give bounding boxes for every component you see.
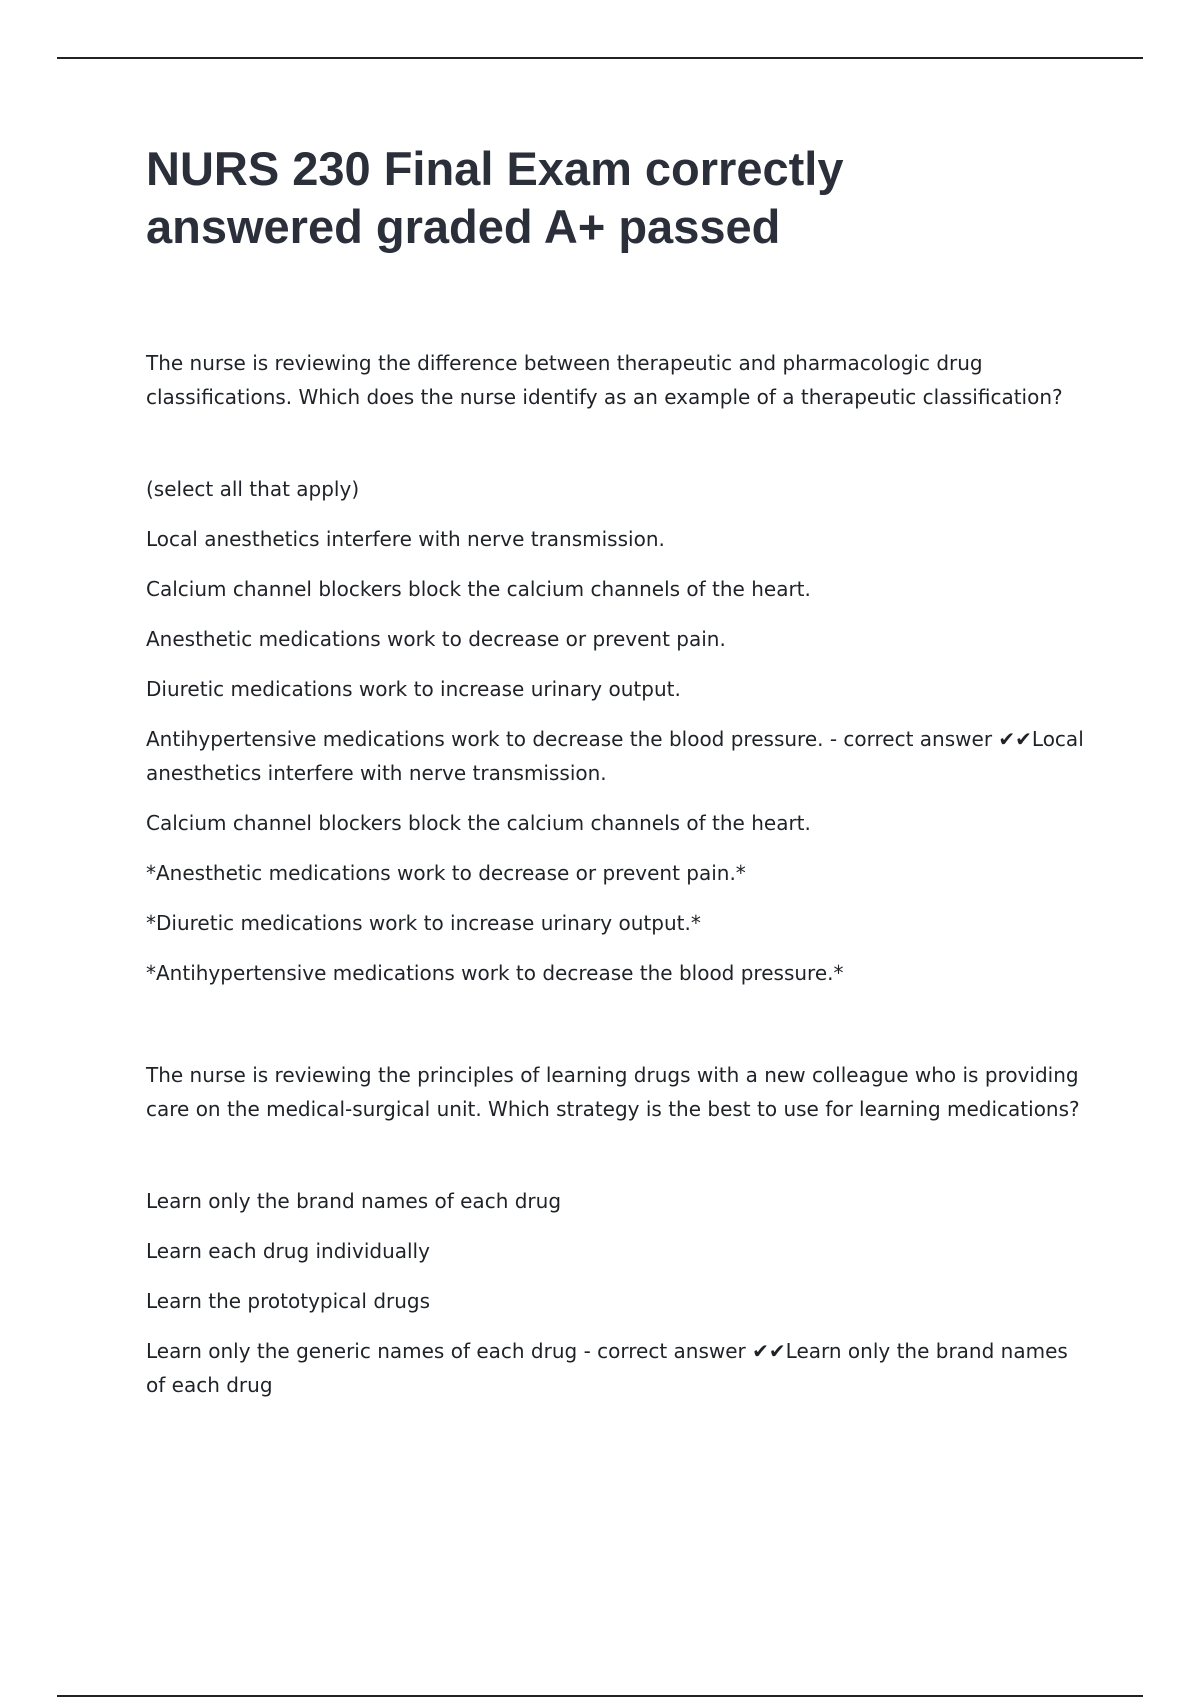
question-2-option-1: Learn only the brand names of each drug (146, 1189, 562, 1213)
question-2 (146, 1058, 1086, 1402)
document-title: NURS 230 Final Exam correctly answered graded A+ passed (146, 142, 844, 253)
bottom-rule (57, 1695, 1143, 1697)
question-1-instruction: (select all that apply) (146, 477, 360, 501)
question-1-answer-2: Calcium channel blockers block the calcium channels of the heart. (146, 811, 811, 835)
question-1-text: The nurse is reviewing the difference between therapeutic and pharmacologic drug classifications. Which does the nurse identify as an example of a therapeutic classification? (146, 351, 1063, 409)
question-1-answer-3: *Anesthetic medications work to decrease or prevent pain.* (146, 861, 746, 885)
question-1-answer-line: Antihypertensive medications work to decrease the blood pressure. - correct answer ✔✔Local anesthetics interfere with nerve transmission. (146, 727, 1084, 785)
question-2-answer-line: Learn only the generic names of each drug - correct answer ✔✔Learn only the brand names of each drug (146, 1339, 1068, 1397)
question-1-answer-4: *Diuretic medications work to increase urinary output.* (146, 911, 701, 935)
document-body (146, 140, 1086, 1418)
question-1 (146, 346, 1086, 990)
question-1-option-2: Calcium channel blockers block the calcium channels of the heart. (146, 577, 811, 601)
question-1-option-1: Local anesthetics interfere with nerve transmission. (146, 527, 665, 551)
top-rule (57, 57, 1143, 59)
question-1-option-4: Diuretic medications work to increase urinary output. (146, 677, 681, 701)
question-1-option-3: Anesthetic medications work to decrease or prevent pain. (146, 627, 726, 651)
question-2-option-3: Learn the prototypical drugs (146, 1289, 431, 1313)
question-1-answer-5: *Antihypertensive medications work to decrease the blood pressure.* (146, 961, 844, 985)
question-2-option-2: Learn each drug individually (146, 1239, 430, 1263)
question-2-text: The nurse is reviewing the principles of learning drugs with a new colleague who is providing care on the medical-surgical unit. Which strategy is the best to use for learning medications? (146, 1063, 1080, 1121)
